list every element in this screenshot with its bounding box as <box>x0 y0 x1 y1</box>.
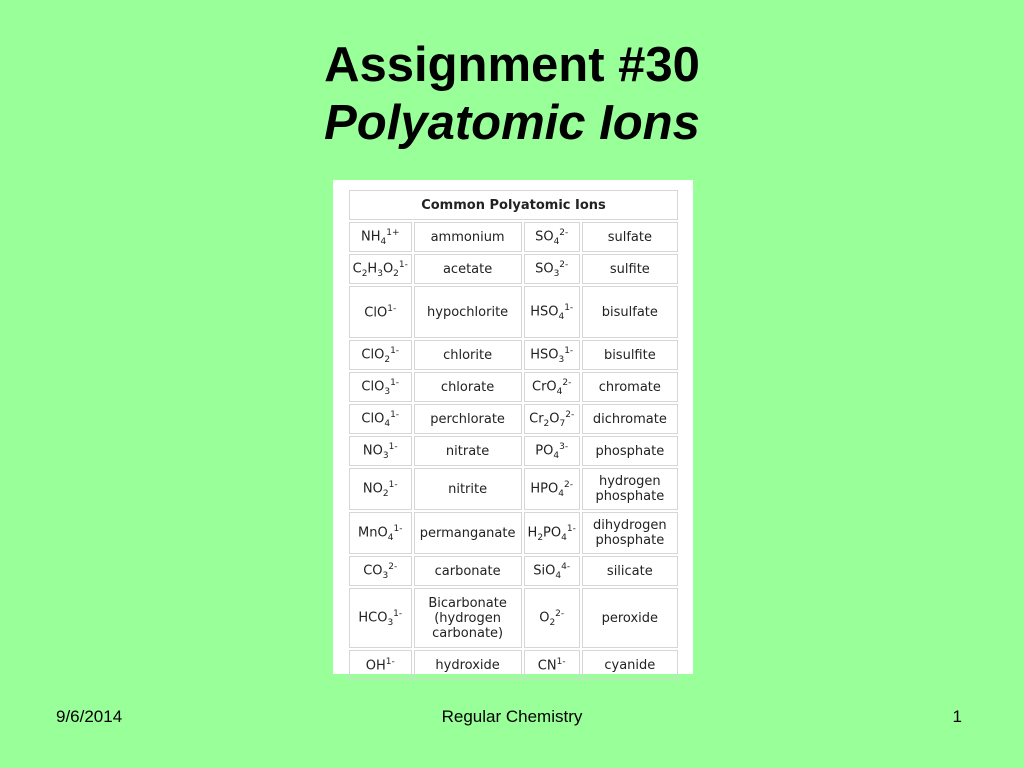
ion-formula: $H_2PO_4^{1-}$ <box>524 512 580 554</box>
ion-name: nitrite <box>414 468 522 510</box>
ion-formula: ClO$_3^{1-}$ <box>349 372 412 402</box>
ion-formula: $O_2^{2-}$ <box>524 588 580 648</box>
table-row <box>349 588 678 648</box>
table-row <box>349 340 678 370</box>
ion-formula: $C_2H_3O_2^{1-}$ <box>349 254 412 284</box>
ion-name: perchlorate <box>414 404 522 434</box>
footer-page-number: 1 <box>952 707 962 726</box>
polyatomic-ions-table-image <box>333 180 693 674</box>
ion-name: chromate <box>582 372 678 402</box>
ion-formula: $SO_4^{2-}$ <box>524 222 580 252</box>
ion-formula: $HSO_3^{1-}$ <box>524 340 580 370</box>
ion-formula: $SO_3^{2-}$ <box>524 254 580 284</box>
ion-formula: $HPO_4^{2-}$ <box>524 468 580 510</box>
ion-name: hypochlorite <box>414 286 522 338</box>
ion-name: hydrogen phosphate <box>582 468 678 510</box>
ion-formula: $CN^{1-}$ <box>524 650 580 680</box>
ion-formula: ClO$^{1-}$ <box>349 286 412 338</box>
footer-date: 9/6/2014 <box>56 707 123 726</box>
ion-formula: ClO$_4^{1-}$ <box>349 404 412 434</box>
ion-name: dihydrogen phosphate <box>582 512 678 554</box>
ion-formula: $NO_2^{1-}$ <box>349 468 412 510</box>
ion-formula: MnO$_4^{1-}$ <box>349 512 412 554</box>
ion-formula: $NO_3^{1-}$ <box>349 436 412 466</box>
ion-name: bisulfite <box>582 340 678 370</box>
ion-formula: $CO_3^{2-}$ <box>349 556 412 586</box>
title-line-1: Assignment #30 <box>324 38 700 92</box>
ion-name: dichromate <box>582 404 678 434</box>
polyatomic-ions-table <box>347 188 680 682</box>
ion-name: silicate <box>582 556 678 586</box>
table-row <box>349 468 678 510</box>
ion-formula: $NH_4^{1+}$ <box>349 222 412 252</box>
ion-name: chlorite <box>414 340 522 370</box>
ion-name: peroxide <box>582 588 678 648</box>
ion-name: acetate <box>414 254 522 284</box>
ion-name: hydroxide <box>414 650 522 680</box>
ion-name: ammonium <box>414 222 522 252</box>
table-row <box>349 556 678 586</box>
ion-name: phosphate <box>582 436 678 466</box>
slide-title <box>0 36 1024 152</box>
table-row <box>349 650 678 680</box>
table-header: Common Polyatomic Ions <box>349 190 678 220</box>
ion-formula: $HSO_4^{1-}$ <box>524 286 580 338</box>
ion-formula: SiO$_4^{4-}$ <box>524 556 580 586</box>
table-row <box>349 372 678 402</box>
ion-name: sulfite <box>582 254 678 284</box>
ion-name: Bicarbonate (hydrogen carbonate) <box>414 588 522 648</box>
ion-name: nitrate <box>414 436 522 466</box>
ion-formula: $OH^{1-}$ <box>349 650 412 680</box>
table-row <box>349 512 678 554</box>
ion-name: permanganate <box>414 512 522 554</box>
ion-name: sulfate <box>582 222 678 252</box>
title-line-2: Polyatomic Ions <box>324 96 700 150</box>
ion-formula: $HCO_3^{1-}$ <box>349 588 412 648</box>
ion-name: chlorate <box>414 372 522 402</box>
table-row <box>349 222 678 252</box>
table-row <box>349 286 678 338</box>
ion-formula: $Cr_2O_7^{2-}$ <box>524 404 580 434</box>
ion-formula: ClO$_2^{1-}$ <box>349 340 412 370</box>
table-row <box>349 436 678 466</box>
table-row <box>349 254 678 284</box>
ion-name: carbonate <box>414 556 522 586</box>
ion-formula: $PO_4^{3-}$ <box>524 436 580 466</box>
ion-name: bisulfate <box>582 286 678 338</box>
table-row <box>349 404 678 434</box>
footer-course: Regular Chemistry <box>441 707 583 726</box>
ion-name: cyanide <box>582 650 678 680</box>
ion-formula: CrO$_4^{2-}$ <box>524 372 580 402</box>
